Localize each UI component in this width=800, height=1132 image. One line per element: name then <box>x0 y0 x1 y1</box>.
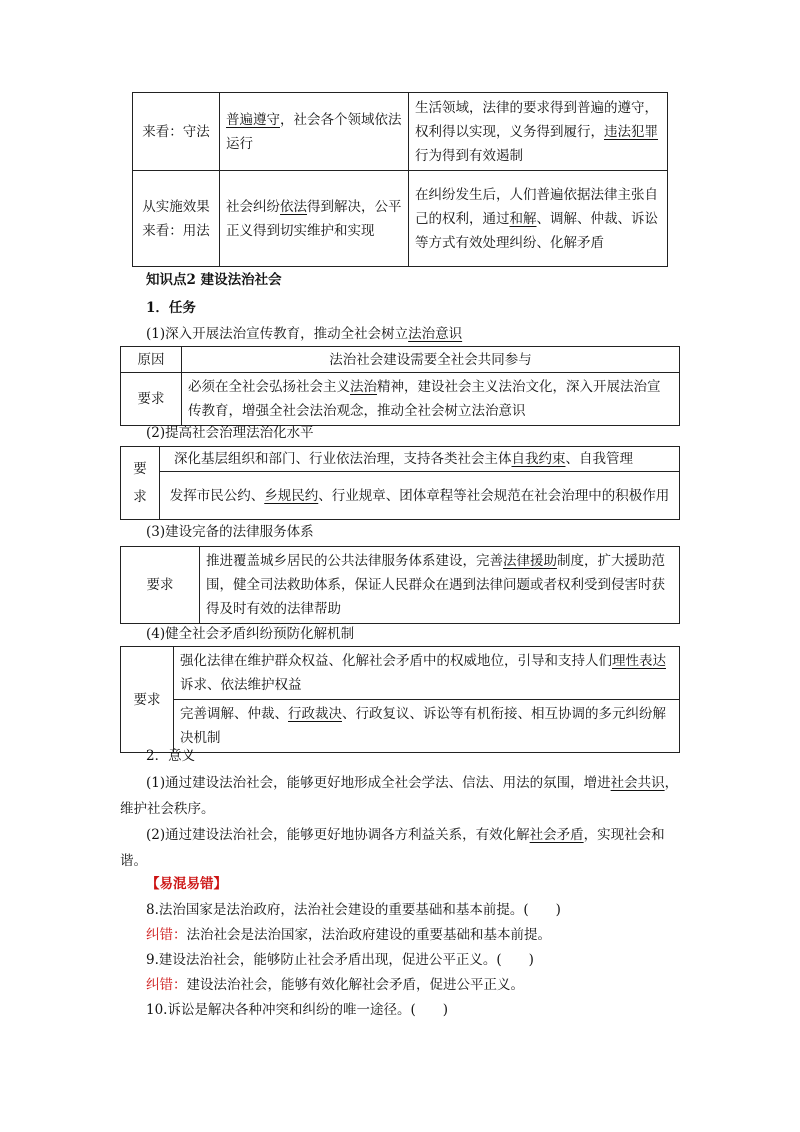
question-9: 9.建设法治社会，能够防止社会矛盾出现，促进公平正义。( ) <box>146 952 534 968</box>
table-row <box>121 547 680 624</box>
cell: 法治社会建设需要全社会共同参与 <box>182 347 680 373</box>
row-header: 要求 <box>121 547 200 624</box>
task-heading: 1．任务 <box>146 300 196 316</box>
correction-label: 纠错： <box>146 977 187 993</box>
row-header: 原因 <box>121 347 182 373</box>
table-row <box>121 647 680 700</box>
underlined-term: 行政裁决 <box>288 706 342 722</box>
cell: 在纠纷发生后，人们普遍依据法律主张自己的权利，通过和解、调解、仲裁、诉讼等方式有效处理纠纷、化解矛盾 <box>409 171 668 267</box>
row-header: 要求 <box>121 373 182 426</box>
underlined-term: 普遍遵守 <box>226 111 280 128</box>
underlined-term: 乡规民约 <box>264 487 319 504</box>
underlined-term: 法律援助 <box>503 553 557 569</box>
underlined-term: 理性表达 <box>612 653 666 669</box>
table-row <box>133 93 668 171</box>
row-header: 要求 <box>121 647 174 753</box>
task-item-3: (3)建设完备的法律服务体系 <box>146 524 314 540</box>
underlined-term: 和解 <box>509 210 537 227</box>
underlined-term: 依法 <box>280 198 307 215</box>
task-item-4: (4)健全社会矛盾纠纷预防化解机制 <box>146 626 355 642</box>
table-row <box>121 700 680 753</box>
table-row <box>133 171 668 267</box>
question-8: 8.法治国家是法治政府，法治社会建设的重要基础和基本前提。( ) <box>146 902 561 918</box>
task-item-2: (2)提高社会治理法治化水平 <box>146 425 314 441</box>
underlined-term: 法治 <box>350 379 377 395</box>
cell: 生活领域，法律的要求得到普遍的遵守，权利得以实现，义务得到履行，违法犯罪行为得到有效遏制 <box>409 93 668 171</box>
errors-heading: 【易混易错】 <box>146 876 227 892</box>
correction-9: 纠错：建设法治社会，能够有效化解社会矛盾，促进公平正义。 <box>146 977 524 993</box>
cell: 普遍遵守，社会各个领域依法运行 <box>220 93 409 171</box>
table-row <box>121 373 680 426</box>
table-row <box>121 472 680 520</box>
question-10: 10.诉讼是解决各种冲突和纠纷的唯一途径。( ) <box>146 1002 449 1018</box>
cell: 推进覆盖城乡居民的公共法律服务体系建设，完善法律援助制度，扩大援助范围，健全司法救助体系，保证人民群众在遇到法律问题或者权利受到侵害时获得及时有效的法律帮助 <box>200 547 680 624</box>
implementation-table <box>132 92 668 267</box>
correction-label: 纠错： <box>146 927 187 943</box>
table-row <box>121 447 680 472</box>
row-header: 从实施效果 来看：用法 <box>133 171 220 267</box>
cell: 完善调解、仲裁、行政裁决、行政复议、诉讼等有机衔接、相互协调的多元纠纷解决机制 <box>174 700 680 753</box>
row-header: 来看：守法 <box>133 93 220 171</box>
publicity-table <box>120 346 680 426</box>
cell: 必须在全社会弘扬社会主义法治精神，建设社会主义法治文化，深入开展法治宣传教育，增强全社会法治观念，推动全社会树立法治意识 <box>182 373 680 426</box>
underlined-term: 社会矛盾 <box>529 827 584 843</box>
cell: 发挥市民公约、乡规民约、行业规章、团体章程等社会规范在社会治理中的积极作用 <box>160 472 680 520</box>
underlined-term: 违法犯罪 <box>604 123 658 140</box>
cell: 强化法律在维护群众权益、化解社会矛盾中的权威地位，引导和支持人们理性表达诉求、依法维护权益 <box>174 647 680 700</box>
underlined-term: 自我约束 <box>511 451 566 467</box>
meaning-item-2: (2)通过建设法治社会，能够更好地协调各方利益关系，有效化解社会矛盾，实现社会和谐。 <box>120 827 665 869</box>
task-item-1: (1)深入开展法治宣传教育，推动全社会树立法治意识 <box>146 326 463 342</box>
meaning-item-1: (1)通过建设法治社会，能够更好地形成全社会学法、信法、用法的氛围，增进社会共识，维护社会秩序。 <box>120 775 679 817</box>
underlined-term: 社会共识 <box>610 775 665 791</box>
cell: 社会纠纷依法得到解决，公平正义得到切实维护和实现 <box>220 171 409 267</box>
underlined-term: 法治意识 <box>408 326 463 342</box>
table-row <box>121 347 680 373</box>
meaning-heading: 2．意义 <box>146 748 196 764</box>
legal-service-table <box>120 546 680 624</box>
governance-table <box>120 446 680 520</box>
row-header: 要 求 <box>121 447 160 520</box>
correction-8: 纠错：法治社会是法治国家，法治政府建设的重要基础和基本前提。 <box>146 927 551 943</box>
dispute-table <box>120 646 680 753</box>
cell: 深化基层组织和部门、行业依法治理，支持各类社会主体自我约束、自我管理 <box>160 447 680 472</box>
section-title: 知识点2 建设法治社会 <box>146 272 282 288</box>
